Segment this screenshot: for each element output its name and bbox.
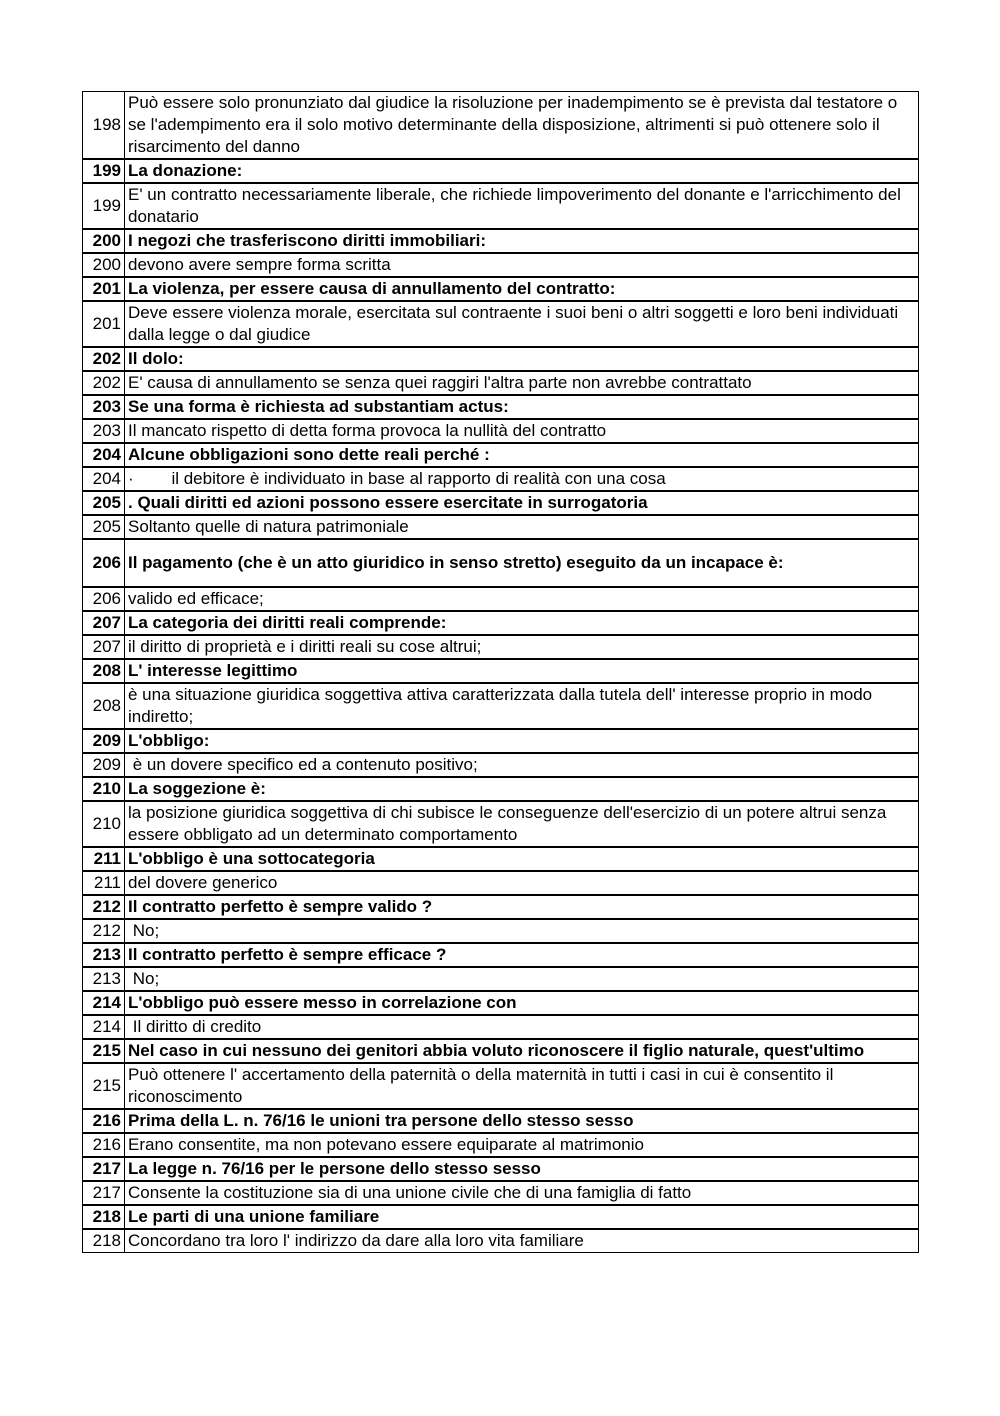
row-number: 208	[83, 659, 125, 683]
answer-text: del dovere generico	[125, 871, 919, 895]
row-number: 204	[83, 467, 125, 491]
answer-row	[83, 753, 919, 777]
question-row	[83, 943, 919, 967]
answer-row	[83, 967, 919, 991]
question-text: Il pagamento (che è un atto giuridico in senso stretto) eseguito da un incapace è:	[125, 539, 919, 587]
answer-row	[83, 1015, 919, 1039]
row-number: 212	[83, 919, 125, 943]
answer-text: la posizione giuridica soggettiva di chi subisce le conseguenze dell'esercizio di un potere altrui senza essere obbligato ad un determinato comportamento	[125, 801, 919, 847]
question-row	[83, 395, 919, 419]
question-row	[83, 1039, 919, 1063]
row-number: 202	[83, 347, 125, 371]
answer-text: No;	[125, 967, 919, 991]
row-number: 199	[83, 159, 125, 183]
qa-table-body	[83, 92, 919, 1253]
question-text: . Quali diritti ed azioni possono essere esercitate in surrogatoria	[125, 491, 919, 515]
answer-row	[83, 92, 919, 160]
answer-text: Soltanto quelle di natura patrimoniale	[125, 515, 919, 539]
question-row	[83, 1157, 919, 1181]
row-number: 206	[83, 539, 125, 587]
answer-text: il diritto di proprietà e i diritti reali su cose altrui;	[125, 635, 919, 659]
answer-text: devono avere sempre forma scritta	[125, 253, 919, 277]
question-text: L'obbligo:	[125, 729, 919, 753]
question-text: L'obbligo è una sottocategoria	[125, 847, 919, 871]
answer-row	[83, 1181, 919, 1205]
qa-table	[82, 91, 919, 1253]
question-text: Il dolo:	[125, 347, 919, 371]
question-row	[83, 847, 919, 871]
row-number: 205	[83, 491, 125, 515]
answer-text: è un dovere specifico ed a contenuto positivo;	[125, 753, 919, 777]
row-number: 214	[83, 991, 125, 1015]
row-number: 216	[83, 1109, 125, 1133]
question-text: L' interesse legittimo	[125, 659, 919, 683]
answer-text: Il diritto di credito	[125, 1015, 919, 1039]
question-row	[83, 491, 919, 515]
question-row	[83, 895, 919, 919]
answer-row	[83, 371, 919, 395]
answer-row	[83, 301, 919, 347]
answer-text: Può essere solo pronunziato dal giudice la risoluzione per inadempimento se è prevista dal testatore o se l'adempimento era il solo motivo determinante della disposizione, altrimenti si può ottenere solo il risarcimento del danno	[125, 92, 919, 160]
question-row	[83, 347, 919, 371]
answer-row	[83, 467, 919, 491]
question-text: L'obbligo può essere messo in correlazione con	[125, 991, 919, 1015]
row-number: 200	[83, 229, 125, 253]
question-row	[83, 991, 919, 1015]
row-number: 209	[83, 753, 125, 777]
answer-text: Il mancato rispetto di detta forma provoca la nullità del contratto	[125, 419, 919, 443]
row-number: 212	[83, 895, 125, 919]
question-row	[83, 1109, 919, 1133]
answer-text: Deve essere violenza morale, esercitata sul contraente i suoi beni o altri soggetti e loro beni individuati dalla legge o dal giudice	[125, 301, 919, 347]
row-number: 210	[83, 777, 125, 801]
question-text: Prima della L. n. 76/16 le unioni tra persone dello stesso sesso	[125, 1109, 919, 1133]
row-number: 199	[83, 183, 125, 229]
row-number: 216	[83, 1133, 125, 1157]
question-text: I negozi che trasferiscono diritti immobiliari:	[125, 229, 919, 253]
row-number: 211	[83, 871, 125, 895]
answer-row	[83, 587, 919, 611]
question-row	[83, 611, 919, 635]
answer-row	[83, 1063, 919, 1109]
question-row	[83, 1205, 919, 1229]
row-number: 204	[83, 443, 125, 467]
row-number: 210	[83, 801, 125, 847]
answer-text: Può ottenere l' accertamento della paternità o della maternità in tutti i casi in cui è consentito il riconoscimento	[125, 1063, 919, 1109]
row-number: 207	[83, 611, 125, 635]
answer-text: No;	[125, 919, 919, 943]
question-row	[83, 539, 919, 587]
question-text: La soggezione è:	[125, 777, 919, 801]
question-text: Il contratto perfetto è sempre valido ?	[125, 895, 919, 919]
answer-row	[83, 801, 919, 847]
row-number: 206	[83, 587, 125, 611]
question-text: La categoria dei diritti reali comprende:	[125, 611, 919, 635]
question-text: Nel caso in cui nessuno dei genitori abbia voluto riconoscere il figlio naturale, quest'ultimo	[125, 1039, 919, 1063]
row-number: 214	[83, 1015, 125, 1039]
row-number: 215	[83, 1039, 125, 1063]
answer-row	[83, 1229, 919, 1253]
answer-text: Erano consentite, ma non potevano essere equiparate al matrimonio	[125, 1133, 919, 1157]
answer-row	[83, 871, 919, 895]
answer-row	[83, 419, 919, 443]
question-row	[83, 729, 919, 753]
answer-text: · il debitore è individuato in base al rapporto di realità con una cosa	[125, 467, 919, 491]
answer-row	[83, 1133, 919, 1157]
question-row	[83, 777, 919, 801]
answer-text: valido ed efficace;	[125, 587, 919, 611]
question-text: La donazione:	[125, 159, 919, 183]
row-number: 218	[83, 1229, 125, 1253]
row-number: 203	[83, 395, 125, 419]
answer-text: Consente la costituzione sia di una unione civile che di una famiglia di fatto	[125, 1181, 919, 1205]
row-number: 207	[83, 635, 125, 659]
answer-row	[83, 183, 919, 229]
question-row	[83, 659, 919, 683]
row-number: 201	[83, 277, 125, 301]
question-row	[83, 229, 919, 253]
row-number: 213	[83, 943, 125, 967]
row-number: 218	[83, 1205, 125, 1229]
row-number: 217	[83, 1157, 125, 1181]
answer-row	[83, 635, 919, 659]
question-text: Alcune obbligazioni sono dette reali perché :	[125, 443, 919, 467]
answer-text: E' causa di annullamento se senza quei raggiri l'altra parte non avrebbe contrattato	[125, 371, 919, 395]
answer-text: è una situazione giuridica soggettiva attiva caratterizzata dalla tutela dell' interesse proprio in modo indiretto;	[125, 683, 919, 729]
question-row	[83, 277, 919, 301]
row-number: 200	[83, 253, 125, 277]
row-number: 208	[83, 683, 125, 729]
row-number: 215	[83, 1063, 125, 1109]
answer-row	[83, 253, 919, 277]
question-text: La legge n. 76/16 per le persone dello stesso sesso	[125, 1157, 919, 1181]
row-number: 202	[83, 371, 125, 395]
question-text: Le parti di una unione familiare	[125, 1205, 919, 1229]
answer-row	[83, 515, 919, 539]
question-text: La violenza, per essere causa di annullamento del contratto:	[125, 277, 919, 301]
row-number: 201	[83, 301, 125, 347]
answer-text: E' un contratto necessariamente liberale, che richiede limpoverimento del donante e l'arricchimento del donatario	[125, 183, 919, 229]
row-number: 211	[83, 847, 125, 871]
answer-row	[83, 919, 919, 943]
question-row	[83, 443, 919, 467]
answer-row	[83, 683, 919, 729]
row-number: 217	[83, 1181, 125, 1205]
row-number: 205	[83, 515, 125, 539]
row-number: 213	[83, 967, 125, 991]
question-text: Il contratto perfetto è sempre efficace ?	[125, 943, 919, 967]
answer-text: Concordano tra loro l' indirizzo da dare alla loro vita familiare	[125, 1229, 919, 1253]
question-row	[83, 159, 919, 183]
row-number: 198	[83, 92, 125, 160]
row-number: 209	[83, 729, 125, 753]
question-text: Se una forma è richiesta ad substantiam actus:	[125, 395, 919, 419]
row-number: 203	[83, 419, 125, 443]
